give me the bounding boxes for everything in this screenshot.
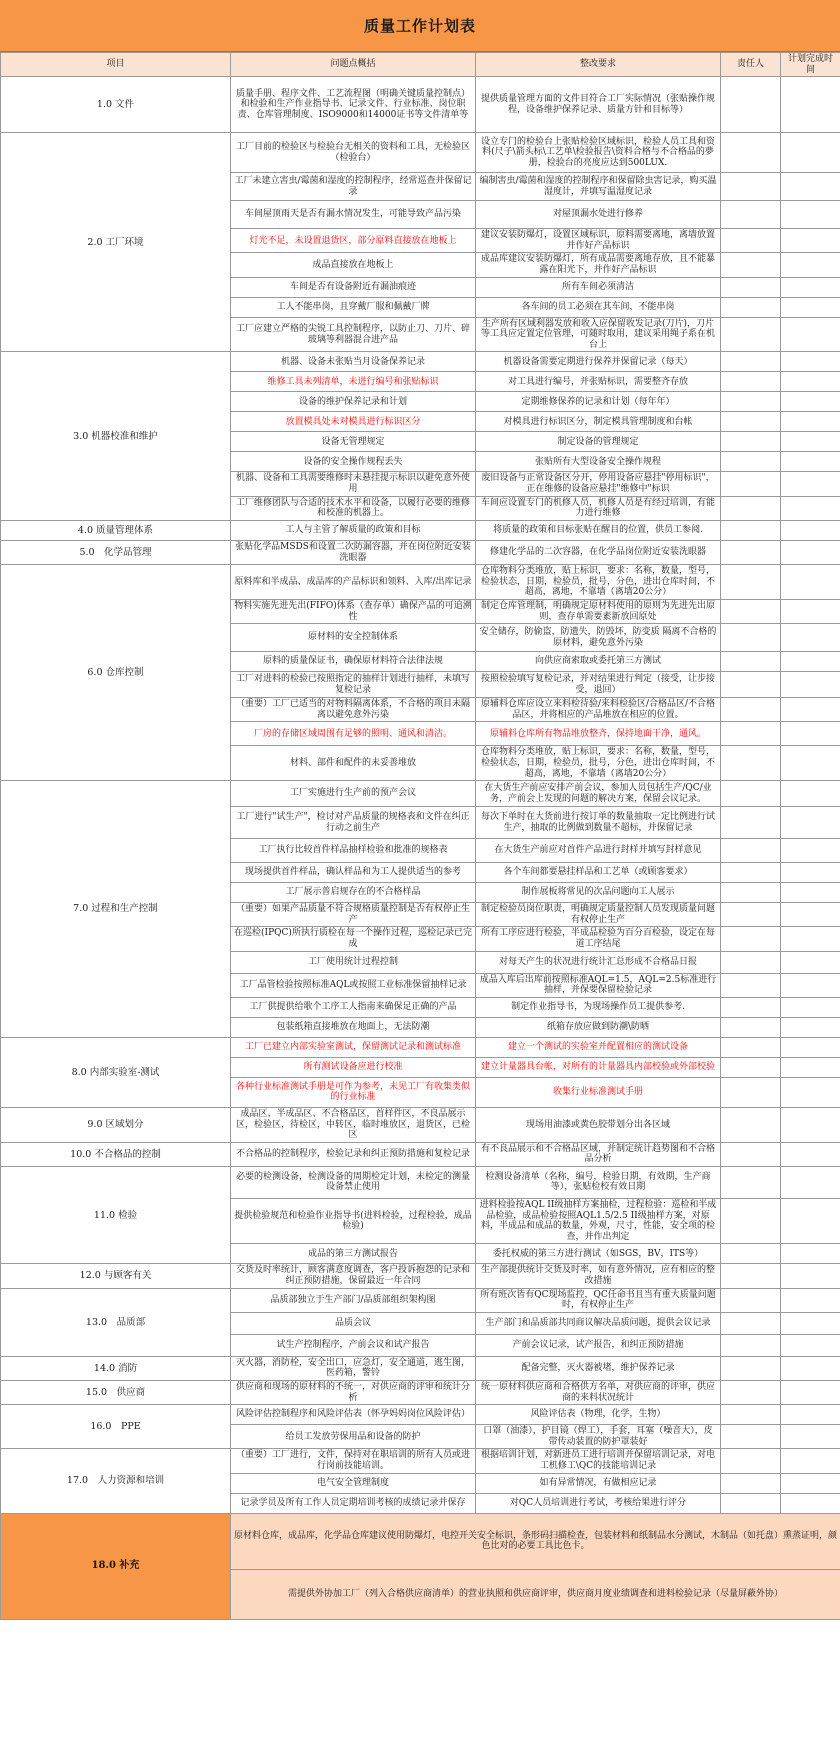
table-row [1,1037,840,1057]
requirement-cell: 向供应商索取或委托第三方测试 [476,652,721,672]
owner-cell[interactable] [721,698,781,722]
owner-cell[interactable] [721,1107,781,1142]
issue-cell: 工厂供提供给歌个工序工人指南来确保足正确的产品 [231,997,476,1017]
requirement-cell: 定期维修保养的记录和计划（每年年） [476,392,721,412]
category-cell: 2.0 工厂环境 [1,133,231,352]
requirement-cell: 对每天产生的状况进行统计汇总形成不合格品日报 [476,951,721,973]
issue-cell: 工厂实施进行生产前的预产会议 [231,781,476,807]
deadline-cell[interactable] [781,1381,840,1405]
owner-cell[interactable] [721,133,781,173]
requirement-cell: 按照检验填写复检记录，并对结果进行判定（接受，让步接受，退回） [476,672,721,698]
deadline-cell[interactable] [781,77,840,133]
owner-cell[interactable] [721,1077,781,1107]
deadline-cell[interactable] [781,1198,840,1243]
requirement-cell: 成品库建议安装防爆灯，所有成品需要离地存放，且不能暴露在阳光下，并作好产品标识 [476,253,721,277]
issue-cell: （重要）工厂进行，文件，保持对在职培训的所有人员或进行岗前技能培训。 [231,1449,476,1473]
deadline-cell[interactable] [781,1449,840,1473]
deadline-cell[interactable] [781,540,840,564]
deadline-cell[interactable] [781,277,840,297]
requirement-cell: 安全储存，防偷盗，防遗失，防毁坏，防变质 隔离不合格的原材料，避免意外污染 [476,624,721,652]
requirement-cell: 编制害虫/霉菌和湿度的控制程序和保留除虫害记录，购买温湿度计，并填写温湿度记录 [476,173,721,201]
requirement-cell: 建立一个测试的实验室并配置相应的测试设备 [476,1037,721,1057]
category-cell: 8.0 内部实验室-测试 [1,1037,231,1107]
table-row [1,1288,840,1312]
requirement-cell: 所有班次皆有QC现场监控，QC任命书且当有重大质量问题时，有权停止生产 [476,1288,721,1312]
owner-cell[interactable] [721,253,781,277]
deadline-cell[interactable] [781,1264,840,1288]
requirement-cell: 各车间的员工必须在其车间，不能串岗 [476,297,721,317]
deadline-cell[interactable] [781,624,840,652]
deadline-cell[interactable] [781,997,840,1017]
deadline-cell[interactable] [781,201,840,229]
category-cell: 6.0 仓库控制 [1,565,231,781]
deadline-cell[interactable] [781,1425,840,1449]
owner-cell[interactable] [721,997,781,1017]
owner-cell[interactable] [721,412,781,432]
page-title: 质量工作计划表 [0,0,840,52]
owner-cell[interactable] [721,652,781,672]
requirement-cell: 制定检验员岗位职责，明确规定质量控制人员发现质量问题有权停止生产 [476,903,721,927]
table-row [1,1264,840,1288]
table-row [1,77,840,133]
owner-cell[interactable] [721,1425,781,1449]
issue-cell: 张贴化学品MSDS和设置二次防漏容器，并在岗位附近安装洗眼器 [231,540,476,564]
owner-cell[interactable] [721,201,781,229]
requirement-cell: 制定仓库管理制，明确规定原材料使用的原则为先进先出原则，查存单需要素新放回原处 [476,599,721,623]
requirement-cell: 在大货生产前应安排产前会议，参加人员包括生产/QC/业务，产前会上发现的问题的解决方案，保留会议记录。 [476,781,721,807]
issue-cell: 工厂未建立害虫/霉菌和湿度的控制程序，经常巡查并保留记录 [231,173,476,201]
owner-cell[interactable] [721,1166,781,1198]
requirement-cell: 根据培训计划，对新进员工进行培训并保留培训记录，对电工机修工\QC的技能培训记录 [476,1449,721,1473]
owner-cell[interactable] [721,672,781,698]
owner-cell[interactable] [721,1244,781,1264]
owner-cell[interactable] [721,1057,781,1077]
issue-cell: 各种行业标准测试手册是可作为参考，未见工厂有收集类似的行业标准 [231,1077,476,1107]
owner-cell[interactable] [721,746,781,781]
issue-cell: 不合格品的控制程序，检验记录和纠正预防措施和复检记录 [231,1142,476,1166]
deadline-cell[interactable] [781,1107,840,1142]
owner-cell[interactable] [721,520,781,540]
requirement-cell: 将质量的政策和目标张贴在醒目的位置，供员工参阅. [476,520,721,540]
requirement-cell: 仓库物料分类堆放，贴上标识，要求：名称，数量，型号，检验状态，日期，检验员，批号，分色，进出仓库时间，不超高，离地，不靠墙（离墙20公分） [476,565,721,600]
deadline-cell[interactable] [781,520,840,540]
deadline-cell[interactable] [781,722,840,746]
header-issue: 问题点概括 [231,53,476,77]
issue-cell: 成品区、半成品区、不合格品区，首样件区，不良品展示区，检验区，待检区，中转区，临时堆放区，退货区，已检区 [231,1107,476,1142]
deadline-cell[interactable] [781,903,840,927]
owner-cell[interactable] [721,781,781,807]
issue-cell: 物料实施先进先出(FIFO)体系（查存单）确保产品的可追溯性 [231,599,476,623]
issue-cell: 原料的质量保证书，确保原材料符合法律法规 [231,652,476,672]
header-requirement: 整改要求 [476,53,721,77]
category-cell: 9.0 区域划分 [1,1107,231,1142]
owner-cell[interactable] [721,839,781,863]
owner-cell[interactable] [721,540,781,564]
header-item: 项目 [1,53,231,77]
issue-cell: 工厂已建立内部实验室测试，保留测试记录和测试标准 [231,1037,476,1057]
table-row [1,565,840,600]
issue-cell: 放置模具处未对模具进行标识区分 [231,412,476,432]
deadline-cell[interactable] [781,496,840,520]
issue-cell: 必要的检测设备，检测设备的周期检定计划，未检定的测量设备禁止使用 [231,1166,476,1198]
supplement-line-2: 需提供外协加工厂（列入合格供应商清单）的营业执照和供应商评审，供应商月度业绩调查和进料检验记录（尽量屏蔽外协） [231,1569,840,1619]
issue-cell: （重要）如果产品质量不符合规格质量控制是否有权停止生产 [231,903,476,927]
issue-cell: 灭火器，消防栓，安全出口，应急灯，安全通道，逃生图，医药箱，警铃 [231,1356,476,1380]
issue-cell: 提供检验规范和检验作业指导书(进料检验，过程检验，成品检验) [231,1198,476,1243]
table-header-row [1,53,840,77]
issue-cell: 交货及时率统计，顾客满意度调查，客户投诉抱怨的记录和纠正预防措施，保留最近一年合同 [231,1264,476,1288]
requirement-cell: 各个车间都要悬挂样品和工艺单（或顾客要求） [476,863,721,883]
requirement-cell: 每次下单时在大货前进行按订单的数量抽取一定比例进行试生产，抽取的比例做到数量不超标，并保留记录 [476,807,721,839]
category-cell: 10.0 不合格品的控制 [1,1142,231,1166]
issue-cell: 成品直接放在地板上 [231,253,476,277]
table-row [1,1356,840,1380]
deadline-cell[interactable] [781,452,840,472]
owner-cell[interactable] [721,599,781,623]
deadline-cell[interactable] [781,133,840,173]
owner-cell[interactable] [721,1037,781,1057]
requirement-cell: 生产部门和品质部共同商议解决品质问题，提供会议记录 [476,1312,721,1334]
requirement-cell: 生产所有区域利器发放和收入应保留收发记录(刀片)，刀片等工具应定置定位管理，可随时取用，建议采用绳子系在机台上 [476,317,721,352]
table-row [1,781,840,807]
deadline-cell[interactable] [781,1037,840,1057]
deadline-cell[interactable] [781,1288,840,1312]
requirement-cell: 在大货生产前应对首件产品进行封样并填写封样意见 [476,839,721,863]
issue-cell: 工人不能串岗，且穿戴厂服和佩戴厂牌 [231,297,476,317]
issue-cell: 车间屋顶雨天是否有漏水情况发生，可能导致产品污染 [231,201,476,229]
owner-cell[interactable] [721,1356,781,1380]
owner-cell[interactable] [721,1017,781,1037]
deadline-cell[interactable] [781,253,840,277]
table-row [1,1166,840,1198]
owner-cell[interactable] [721,372,781,392]
issue-cell: 试生产控制程序，产前会议和试产报告 [231,1334,476,1356]
issue-cell: 工人与主管了解质量的政策和目标 [231,520,476,540]
requirement-cell: 纸箱存放应做到防潮\防晒 [476,1017,721,1037]
owner-cell[interactable] [721,1449,781,1473]
header-deadline: 计划完成时间 [781,53,840,77]
owner-cell[interactable] [721,807,781,839]
requirement-cell: 修建化学品的二次容器，在化学品岗位附近安装洗眼器 [476,540,721,564]
issue-cell: 工厂执行比较首件样品抽样检验和批准的规格表 [231,839,476,863]
deadline-cell[interactable] [781,472,840,496]
deadline-cell[interactable] [781,951,840,973]
owner-cell[interactable] [721,496,781,520]
requirement-cell: 进料检验按AQL II级抽样方案抽检，过程检验：巡检和半成品检验，成品检验按照AQL1.5/2.5 II级抽样方案，对原料，半成品和成品的数量，外观，尺寸，性能，安全项的检查，并作出判定 [476,1198,721,1243]
requirement-cell: 对模具进行标识区分，制定模具管理制度和台帐 [476,412,721,432]
table-row [1,352,840,372]
issue-cell: 包装纸箱直接堆放在地面上，无法防潮 [231,1017,476,1037]
owner-cell[interactable] [721,722,781,746]
requirement-cell: 对QC人员培训进行考试，考核给果进行评分 [476,1493,721,1513]
issue-cell: 工厂对进料的检验已按照指定的抽样计划进行抽样，未填写复检记录 [231,672,476,698]
issue-cell: 工厂展示普启规存在的不合格样品 [231,883,476,903]
table-row [1,1449,840,1473]
requirement-cell: 所有车间必须清洁 [476,277,721,297]
issue-cell: 品质会议 [231,1312,476,1334]
issue-cell: 在巡检(IPQC)所执行质检在每一个操作过程，巡检记录已完成 [231,927,476,951]
category-cell: 12.0 与顾客有关 [1,1264,231,1288]
category-cell: 13.0 品质部 [1,1288,231,1356]
table-row [1,133,840,173]
requirement-cell: 原辅料仓库应设立来料检待验/来料检验区/合格品区/不合格品区，并将相应的产品堆放在相应的位置。 [476,698,721,722]
owner-cell[interactable] [721,77,781,133]
category-cell: 16.0 PPE [1,1405,231,1449]
issue-cell: 维修工具未列清单，未进行编号和张贴标识 [231,372,476,392]
requirement-cell: 制作展板将常见的次品问题向工人展示 [476,883,721,903]
deadline-cell[interactable] [781,599,840,623]
deadline-cell[interactable] [781,973,840,997]
issue-cell: 给员工发放劳保用品和设备的防护 [231,1425,476,1449]
issue-cell: 工厂进行"试生产"，检讨对产品质量的规格表和文件在纠正行动之前生产 [231,807,476,839]
issue-cell: 工厂使用统计过程控制 [231,951,476,973]
table-row [1,520,840,540]
table-row [1,1381,840,1405]
requirement-cell: 张贴所有大型设备安全操作规程 [476,452,721,472]
deadline-cell[interactable] [781,1142,840,1166]
category-cell: 4.0 质量管理体系 [1,520,231,540]
issue-cell: 风险评估控制程序和风险评估表（怀孕妈妈岗位风险评估） [231,1405,476,1425]
owner-cell[interactable] [721,452,781,472]
header-owner: 责任人 [721,53,781,77]
issue-cell: 质量手册、程序文件、工艺流程图（明确关键质量控制点）和检验和生产作业指导书、记录文件、行业标准、岗位职责、仓库管理制度、ISO9000和14000证书等文件清单等 [231,77,476,133]
requirement-cell: 有不良品展示和不合格品区域，并制定统计趋势图和不合格品分析 [476,1142,721,1166]
deadline-cell[interactable] [781,1334,840,1356]
deadline-cell[interactable] [781,1312,840,1334]
owner-cell[interactable] [721,624,781,652]
deadline-cell[interactable] [781,1017,840,1037]
table-row [1,1107,840,1142]
owner-cell[interactable] [721,317,781,352]
requirement-cell: 对工具进行编号，并张贴标识，需要整齐存放 [476,372,721,392]
owner-cell[interactable] [721,1288,781,1312]
quality-plan-table [0,52,840,1620]
owner-cell[interactable] [721,352,781,372]
requirement-cell: 如有异常情况，有做相应记录 [476,1473,721,1493]
requirement-cell: 仓库物料分类堆放，贴上标识，要求：名称，数量，型号，检验状态，日期，检验员，批号，分色，进出仓库时间，不超高，离地，不靠墙（离墙20公分） [476,746,721,781]
deadline-cell[interactable] [781,1057,840,1077]
deadline-cell[interactable] [781,781,840,807]
deadline-cell[interactable] [781,229,840,253]
deadline-cell[interactable] [781,1166,840,1198]
issue-cell: 电气安全管理制度 [231,1473,476,1493]
category-cell: 17.0 人力资源和培训 [1,1449,231,1513]
category-cell: 1.0 文件 [1,77,231,133]
issue-cell: 原材料的安全控制体系 [231,624,476,652]
supplement-row [1,1513,840,1569]
requirement-cell: 原辅料仓库所有物品堆放整齐，保持地面干净，通风。 [476,722,721,746]
deadline-cell[interactable] [781,807,840,839]
issue-cell: 材料、部件和配件的未妥善堆放 [231,746,476,781]
requirement-cell: 口罩（油漆），护目镜（焊工），手套，耳塞（噪音大），皮带传动装置的防护罩装好 [476,1425,721,1449]
issue-cell: 灯光不足，未设置退货区，部分原料直接放在地板上 [231,229,476,253]
deadline-cell[interactable] [781,297,840,317]
issue-cell: 厂房的存储区域周围有足够的照明、通风和清洁。 [231,722,476,746]
owner-cell[interactable] [721,173,781,201]
supplement-category-cell: 18.0 补充 [1,1513,231,1619]
owner-cell[interactable] [721,1312,781,1334]
issue-cell: 记录学员及所有工作人员定期培训考核的成绩记录并保存 [231,1493,476,1513]
requirement-cell: 检测设备清单（名称，编号，检验日期，有效期，生产商等），张贴检校有效日期 [476,1166,721,1198]
deadline-cell[interactable] [781,746,840,781]
table-row [1,1142,840,1166]
owner-cell[interactable] [721,432,781,452]
owner-cell[interactable] [721,1405,781,1425]
deadline-cell[interactable] [781,1493,840,1513]
deadline-cell[interactable] [781,392,840,412]
deadline-cell[interactable] [781,672,840,698]
table-row [1,540,840,564]
deadline-cell[interactable] [781,652,840,672]
category-cell: 5.0 化学品管理 [1,540,231,564]
issue-cell: 设备的维护保养记录和计划 [231,392,476,412]
category-cell: 14.0 消防 [1,1356,231,1380]
category-cell: 11.0 检验 [1,1166,231,1263]
issue-cell: 品质部独立于生产部门/品质部组织架构图 [231,1288,476,1312]
requirement-cell: 所有工序应进行检验，半成品检验为百分百检验，设定在每道工序结尾 [476,927,721,951]
table-row [1,1405,840,1425]
issue-cell: 所有测试设备应进行校准 [231,1057,476,1077]
deadline-cell[interactable] [781,883,840,903]
issue-cell: 原料库和半成品、成品库的产品标识和领料、入库/出库记录 [231,565,476,600]
deadline-cell[interactable] [781,1356,840,1380]
owner-cell[interactable] [721,883,781,903]
requirement-cell: 机器设备需要定期进行保养并保留记录（每天） [476,352,721,372]
issue-cell: 机器、设备和工具需要维修时未悬挂提示标识以避免意外使用 [231,472,476,496]
deadline-cell[interactable] [781,432,840,452]
deadline-cell[interactable] [781,1405,840,1425]
owner-cell[interactable] [721,472,781,496]
requirement-cell: 车间应设置专门的机修人员，机修人员是有经过培训，有能力进行维修 [476,496,721,520]
owner-cell[interactable] [721,903,781,927]
issue-cell: 机器、设备未张贴当月设备保养记录 [231,352,476,372]
requirement-cell: 收集行业标准测试手册 [476,1077,721,1107]
requirement-cell: 风险评估表（物理，化学，生物） [476,1405,721,1425]
issue-cell: 工厂应建立严格的尖锐工具控制程序，以防止刀、刀片、碎玻璃等利器混合进产品 [231,317,476,352]
requirement-cell: 对屋顶漏水处进行修养 [476,201,721,229]
owner-cell[interactable] [721,1142,781,1166]
deadline-cell[interactable] [781,927,840,951]
issue-cell: 成品的第三方测试报告 [231,1244,476,1264]
deadline-cell[interactable] [781,1473,840,1493]
deadline-cell[interactable] [781,1244,840,1264]
category-cell: 3.0 机器校准和维护 [1,352,231,520]
owner-cell[interactable] [721,297,781,317]
owner-cell[interactable] [721,1493,781,1513]
requirement-cell: 成品入库后出库前按照标准AQL=1.5，AQL=2.5标准进行抽样，并保要保留检验记录 [476,973,721,997]
owner-cell[interactable] [721,392,781,412]
requirement-cell: 制定作业指导书，为现场操作员工提供参考. [476,997,721,1017]
owner-cell[interactable] [721,1381,781,1405]
requirement-cell: 统一原材料供应商和合格供方名单，对供应商的评审，供应商的来料状况统计 [476,1381,721,1405]
deadline-cell[interactable] [781,839,840,863]
owner-cell[interactable] [721,277,781,297]
issue-cell: 车间是否有设备附近有漏油痕迹 [231,277,476,297]
requirement-cell: 现场用油漆或黄色胶带划分出各区域 [476,1107,721,1142]
requirement-cell: 建立计量器具台帐，对所有的计量器具内部校验或外部校验 [476,1057,721,1077]
owner-cell[interactable] [721,1473,781,1493]
requirement-cell: 生产部提供统计交货及时率，如有意外情况，应有相应的整改措施 [476,1264,721,1288]
owner-cell[interactable] [721,863,781,883]
deadline-cell[interactable] [781,352,840,372]
requirement-cell: 制定设备的管理规定 [476,432,721,452]
owner-cell[interactable] [721,1264,781,1288]
issue-cell: （重要）工厂已适当的对物料隔离体系，不合格的项目未隔离以避免意外污染 [231,698,476,722]
issue-cell: 工厂品管检验按照标准AQL或按照工业标准保留抽样记录 [231,973,476,997]
deadline-cell[interactable] [781,863,840,883]
owner-cell[interactable] [721,1334,781,1356]
requirement-cell: 建议安装防爆灯，设置区域标识，原料需要离地，离墙放置并作好产品标识 [476,229,721,253]
issue-cell: 工厂目前的检验区与检验台无相关的资料和工具，无检验区（检验台） [231,133,476,173]
deadline-cell[interactable] [781,565,840,600]
owner-cell[interactable] [721,973,781,997]
deadline-cell[interactable] [781,1077,840,1107]
deadline-cell[interactable] [781,698,840,722]
requirement-cell: 废旧设备与正常设备区分开，停用设备应悬挂"停用标识"，正在维修的设备应悬挂"维修中"标识 [476,472,721,496]
issue-cell: 设备的安全操作规程丢失 [231,452,476,472]
requirement-cell: 委托权威的第三方进行测试（如SGS，BV，ITS等） [476,1244,721,1264]
issue-cell: 现场提供首件样品，确认样品和为工人提供适当的参考 [231,863,476,883]
supplement-line-1: 原材料仓库，成品库，化学品仓库建议使用防爆灯，电控开关安全标识，条形码扫描检查，包装材料和纸制品水分测试，木制品（如托盘）熏蒸证明，颜色比对的必要工具比色卡。 [231,1513,840,1569]
owner-cell[interactable] [721,927,781,951]
owner-cell[interactable] [721,951,781,973]
requirement-cell: 配备完整，灭火器被堵，维护保养记录 [476,1356,721,1380]
issue-cell: 设备无管理规定 [231,432,476,452]
requirement-cell: 提供质量管理方面的文件目符合工厂实际情况（张贴操作规程，设备维护保养记录、质量方针和目标等） [476,77,721,133]
deadline-cell[interactable] [781,317,840,352]
deadline-cell[interactable] [781,412,840,432]
issue-cell: 工厂维修团队与合适的技术水平和设备，以履行必要的维修和校准的机器上。 [231,496,476,520]
category-cell: 15.0 供应商 [1,1381,231,1405]
requirement-cell: 设立专门的检验台上张贴检验区域标识，检验人员工具和资料(尺子\箭头标\工艺单\检验报告\资料合格与不合格品的夢册，检验台的亮度应达到500LUX. [476,133,721,173]
deadline-cell[interactable] [781,372,840,392]
owner-cell[interactable] [721,229,781,253]
owner-cell[interactable] [721,565,781,600]
category-cell: 7.0 过程和生产控制 [1,781,231,1038]
issue-cell: 供应商和现场的原材料的不统一，对供应商的评审和统计分析 [231,1381,476,1405]
deadline-cell[interactable] [781,173,840,201]
requirement-cell: 产前会议记录，试产报告，和纠正预防措施 [476,1334,721,1356]
owner-cell[interactable] [721,1198,781,1243]
